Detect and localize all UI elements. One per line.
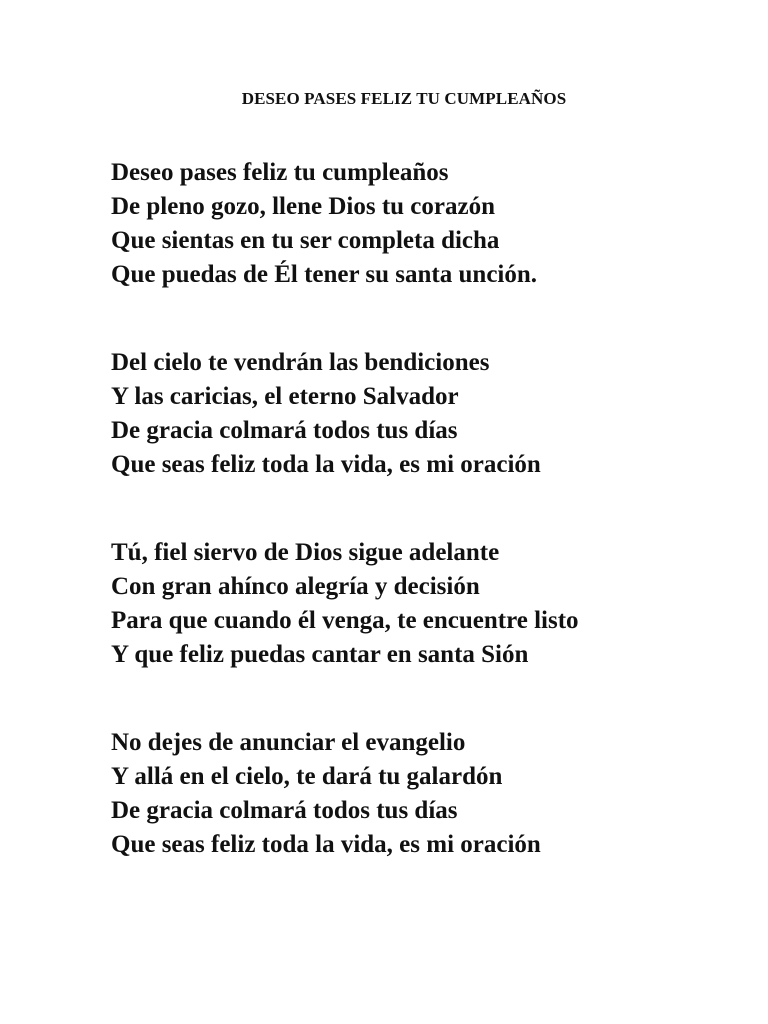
stanza-1 [111, 156, 751, 292]
poem-line: Y las caricias, el eterno Salvador [111, 383, 459, 410]
poem-line: Del cielo te vendrán las bendiciones [111, 349, 490, 376]
poem-line: Que sientas en tu ser completa dicha [111, 227, 500, 254]
stanza-4 [111, 726, 751, 862]
poem-line: Tú, fiel siervo de Dios sigue adelante [111, 539, 500, 566]
poem-line: Y allá en el cielo, te dará tu galardón [111, 763, 503, 790]
stanza-3 [111, 536, 751, 672]
poem-line: Para que cuando él venga, te encuentre listo [111, 607, 579, 634]
poem-line: De gracia colmará todos tus días [111, 417, 458, 444]
stanza-2 [111, 346, 751, 482]
poem-line: Que seas feliz toda la vida, es mi oración [111, 451, 541, 478]
poem-line: Deseo pases feliz tu cumpleaños [111, 159, 449, 186]
poem-line: Que puedas de Él tener su santa unción. [111, 261, 538, 288]
poem-line: De gracia colmará todos tus días [111, 797, 458, 824]
poem-title: DESEO PASES FELIZ TU CUMPLEAÑOS [241, 89, 567, 108]
poem-line: Que seas feliz toda la vida, es mi oración [111, 831, 541, 858]
poem-line: De pleno gozo, llene Dios tu corazón [111, 193, 495, 220]
poem-line: Y que feliz puedas cantar en santa Sión [111, 641, 529, 668]
poem-line: Con gran ahínco alegría y decisión [111, 573, 480, 600]
poem-line: No dejes de anunciar el evangelio [111, 729, 466, 756]
